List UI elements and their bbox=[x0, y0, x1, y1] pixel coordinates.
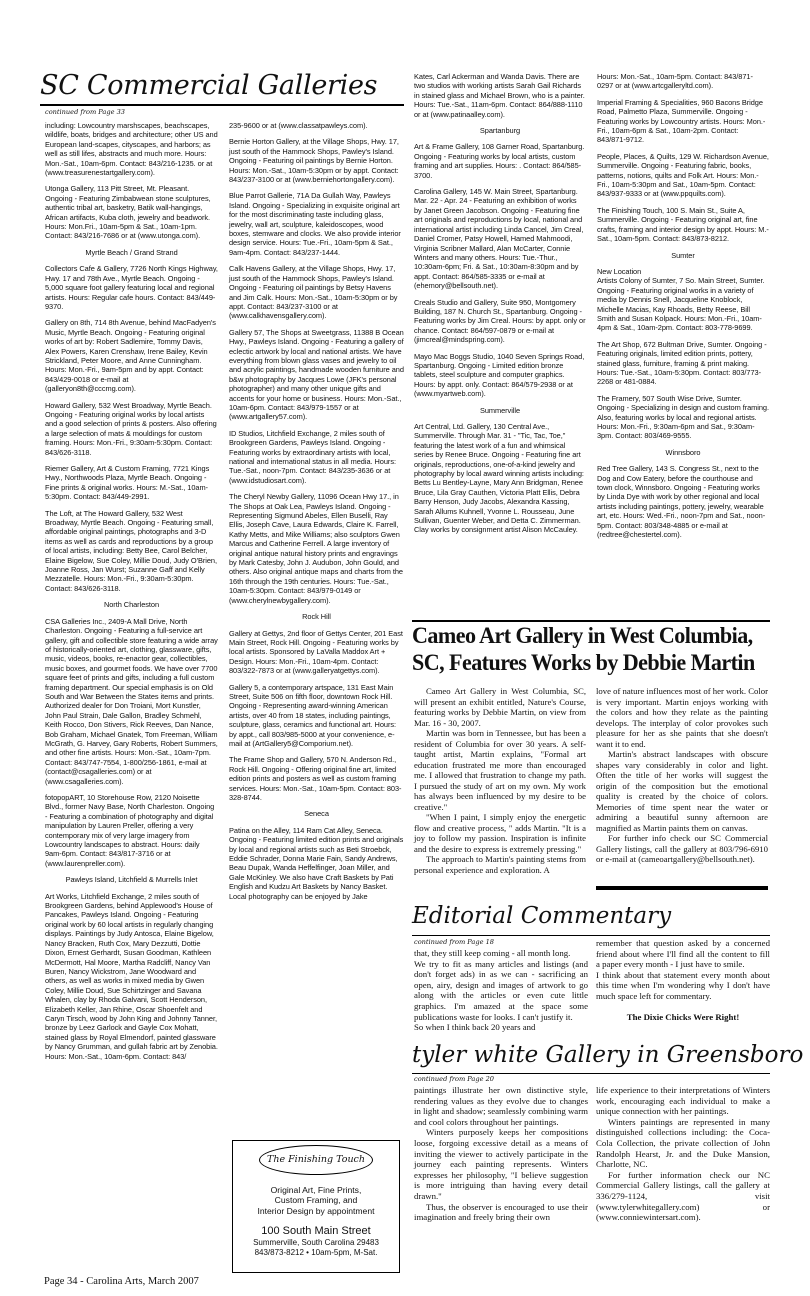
region-heading: Rock Hill bbox=[302, 612, 331, 622]
tyler-continued-note: continued from Page 20 bbox=[414, 1075, 494, 1083]
paragraph: Winters paintings are represented in many distinguished collections including: the Coca-Cola Collection, the private collection of John Randolph Hearst, Jr. and the Duke Mansion, Charlotte, NC. bbox=[596, 1116, 770, 1170]
region-heading: Summerville bbox=[479, 405, 521, 415]
paragraph: life experience to their interpretations of Winters work, encouraging each individual to make a unique connection with her paintings. bbox=[596, 1085, 770, 1117]
listing: Collectors Cafe & Gallery, 7726 North Kings Highway, Hwy. 17 and 78th Ave., Myrtle Beach. Ongoing - 5,000 square foot gallery featuring local and regional artists. Hours: Regular cafe hours. Contact: 843/449-9370. bbox=[45, 264, 218, 311]
paragraph: Cameo Art Gallery in West Columbia, SC, will present an exhibit entitled, Nature's Course, featuring works by Debbie Martin, on view from Mar. 16 - 30, 2007. bbox=[414, 686, 586, 728]
listing: Gallery 5, a contemporary artspace, 131 East Main Street, Suite 506 on fifth floor, downtown Rock Hill. Ongoing - Representing award-winning American artists, over 40 from 18 states, including paintings, sculpture, glass, ceramics and functional art. Hours: by appt., call 803/985-5000 at your convenience, e-mail at (ArtGallery5@Comporium.net). bbox=[229, 682, 396, 748]
listing: Riemer Gallery, Art & Custom Framing, 7721 Kings Hwy., Northwoods Plaza, Myrtle Beach. Ongoing - Fine prints & original works. Hours: M.-Sat., 10am-5:30pm. Contact: 843/449-2991. bbox=[45, 464, 210, 502]
listing: Patina on the Alley, 114 Ram Cat Alley, Seneca. Ongoing - Featuring limited edition prints and originals by local and regional artists such as Beti Stroebck, Eddie Schrader, Donna Marie Fain, Sandy Andrews, Beau Dupak, Wanda Heffelfinger, Joan Miller, and Gale McKinley. We also have Craft Baskets by Pati English and Kudzu Art Baskets by Nancy Basket. Local photography can be enjoyed by Jake bbox=[229, 825, 404, 901]
editorial-column-2 bbox=[596, 938, 770, 1022]
listing: The Loft, at The Howard Gallery, 532 West Broadway, Myrtle Beach. Ongoing - Featuring small, affordable original paintings, photographs and 3-D items as well as cards and reproductions by a group of local artists, including: Betty Bee, Carol Belcher, Elaine Bigelow, Sue Coley, Millie Doud, Judy O'Brien, Joanne Ross, Jan Wurst; Suzanne Gaff and Kelly Mezzatelle. Hours: Mon.-Fri., 9:30am-5:30pm. Contact: 843/626-3118. bbox=[45, 508, 217, 593]
region-heading: Myrtle Beach / Grand Strand bbox=[85, 247, 178, 257]
editorial-continued-note: continued from Page 18 bbox=[414, 938, 494, 946]
editorial-title: Editorial Commentary bbox=[412, 903, 672, 929]
paragraph: Martin's abstract landscapes with obscure shapes vary considerably in color and light. Often the title of her works will suggest the origin of the composition but the emotional quality is created by the choice of colors. Memories of time spent near the water or admiring a beautiful sunny afternoon are magnified as Martin paints them on canvas. bbox=[596, 749, 768, 833]
paragraph: For further information check our NC Commercial Gallery listings, call the gallery at 336/279-1124, visit (www.tylerwhitegallery.com) or (www.conniewintersart.com). bbox=[596, 1169, 770, 1223]
listing: New Location Artists Colony of Sumter, 7 So. Main Street, Sumter. Ongoing - Featuring original works in a variety of media by Dennis Snell, Jacqueline Knoblock, Michelle Macias, Kay Rhoads, Betty Reese, Bill Smith and Susan Kolpack. Hours: Mon.-Fri., 10am-4pm & Sat., 10am-2pm. Contact: 803-778-9699. bbox=[597, 266, 765, 333]
listings-column-1 bbox=[45, 121, 218, 1068]
listing: Calk Havens Gallery, at the Village Shops, Hwy. 17, just south of the Hammock Shops, Pawley's Island. Ongoing - Featuring oil paintings by Betsy Havens and Jim Calk. Hours: Mon.-Sat., 10am-5:30pm or by appt. Contact: 843/237-3100 or at (www.calkhavensgallery.com). bbox=[229, 264, 398, 321]
paragraph: Winters purposely keeps her compositions loose, forgoing excessive detail as a means of inviting the viewer to actively participate in the journey each painting represents. Winters expresses her philosophy, "I believe suggestion is more intriguing than having every detail drawn." bbox=[414, 1127, 588, 1201]
listing: Bernie Horton Gallery, at the Village Shops, Hwy. 17, just south of the Hammock Shops, Pawley's Island. Ongoing - Featuring oil paintings by Bernie Horton. Hours: Mon.-Sat., 10am-5:30pm or by appt. Contact: 843/237-3100 or at (www.berniehortongallery.com). bbox=[229, 137, 399, 185]
cameo-headline-line-1: Cameo Art Gallery in West Columbia, bbox=[412, 623, 753, 649]
cameo-column-2 bbox=[596, 686, 768, 865]
editorial-underline bbox=[412, 935, 770, 936]
listing: The Cheryl Newby Gallery, 11096 Ocean Hwy 17., in The Shops at Oak Lea, Pawleys Island. Ongoing - Representing Sigmund Abeles, Ellen Buselli, Ray Ellis, Joseph Cave, Laura Edwards, Claire K. Farrell, Kathy Metts, and Mike Williams; also sculptors Gwen Marcus and Catherine Ferrell. A large inventory of original antique natural history prints and engravings by Mark Catesby, John J. Audubon, John Gould, and others. Also original antique maps and charts from the 16th through the 19th centuries. Hours: Tue.-Sat., 10am-5:30pm. Contact: 843/979-0149 or (www.cherylnewbygallery.com). bbox=[229, 492, 403, 605]
listing: The Frame Shop and Gallery, 570 N. Anderson Rd., Rock Hill. Ongoing - Offering original fine art, limited edition prints and posters as well as custom framing services. Hours: Mon.-Sat., 10am-5pm. Contact: 803-328-8744. bbox=[229, 755, 402, 802]
listing: The Finishing Touch, 100 S. Main St., Suite A, Summerville. Ongoing - Featuring original art, fine crafts, framing and interior design by appt. Hours: M.-Sat., 10am-5pm. Contact: 843/873-8212. bbox=[597, 205, 769, 244]
region-heading: Pawleys Island, Litchfield & Murrells Inlet bbox=[65, 875, 198, 885]
listing: Utonga Gallery, 113 Pitt Street, Mt. Pleasant. Ongoing - Featuring Zimbabwean stone sculptures, authentic tribal art, basketry, Batik wall-hangings, African artifacts, Kuba cloth, jewelry and beadwork. Hours: Mon.Fri., 10am-5pm & Sat., 10am-1pm. Contact: 843/216-7686 or at (www.utonga.com). bbox=[45, 184, 211, 241]
listing: 235-9600 or at (www.classatpawleys.com). bbox=[229, 121, 368, 130]
paragraph: love of nature influences most of her work. Color is very important. Martin enjoys working with the colors and how they relate as the painting develops. The interplay of color provokes such pleasure for her as she paints that she doesn't want it to end. bbox=[596, 686, 769, 749]
tyler-title: tyler white Gallery in Greensboro bbox=[412, 1042, 804, 1068]
listing: Gallery on 8th, 714 8th Avenue, behind MacFadyen's Music, Myrtle Beach. Ongoing - Featuring original works of art by: Robert Sadlemire, Tommy Davis, Alex Powers, Karen Crenshaw, Irene Bailey, Kevin Strickland, Peter Moore, and Anne Cunningham. Hours: Mon.-Fri., 9am-5pm and by appt. Contact: 843/429-0018 or e-mail at (galleryon8th@cccmg.com). bbox=[45, 318, 216, 394]
cameo-top-rule bbox=[412, 620, 770, 622]
section-title: SC Commercial Galleries bbox=[40, 70, 378, 101]
listing: The Framery, 507 South Wise Drive, Sumter. Ongoing - Specializing in design and custom framing. Also, featuring works by local and regional artists. Hours: Mon.-Fri., 9:30am-6pm and Sat., 9:30am-3pm. Contact: 803/469-9555. bbox=[597, 393, 769, 441]
region-heading: Seneca bbox=[304, 809, 329, 819]
paragraph: remember that question asked by a concerned friend about where I'll find all the content to fill a paper every month - I just have to smile. I think about that statement every month about this time when I'm wondering why I don't have much space left for commentary. bbox=[596, 938, 770, 1001]
listing: Art Works, Litchfield Exchange, 2 miles south of Brookgreen Gardens, behind Applewood's House of Pancakes, Pawleys Island. Ongoing - Featuring original work by 60 local artists in regularly changing displays. Paintings by Judy Antosca, Elaine Bigelow, Nancy Bracken, Ruth Cox, Mary Dezzutti, Dottie Dixon, Ernest Gerhardt, Susan Goodman, Kathleen McDermott, Hal Moore, Martha Radcliff, Nancy Van Buren, Nancy Wickstrom, Jane Woodward and others, as well as works in mixed media by Gwen Coley, Millie Doud, Sue Schirtzinger and Savana Whalen, clay by Rhoda Galvani, Scott Henderson, Elizabeth Keller, Jan Rhine, Oscar Shoenfelt and Caryn Tirsch, wood by John King and Johnny Tanner, bronze by Leez Garlock and Gayle Cox Mohatt, stained glass by Royal Elmendorf, painted glassware by Nancy Grumman, and gullah fabric art by Zenobia. Hours: Mon.-Sat., 10am-6pm. Contact: 843/ bbox=[45, 891, 218, 1061]
region-heading: Spartanburg bbox=[479, 126, 521, 136]
listing: Art & Frame Gallery, 108 Garner Road, Spartanburg. Ongoing - Featuring works by local artists, custom framing and art supplies. Hours: . Contact: 864/585-3700. bbox=[414, 142, 585, 180]
ad-logo: The Finishing Touch bbox=[259, 1145, 373, 1175]
continued-note: continued from Page 33 bbox=[45, 108, 125, 116]
ad-address: 100 South Main Street bbox=[261, 1225, 371, 1238]
ad-city: Summerville, South Carolina 29483 bbox=[253, 1238, 379, 1248]
ad-line-3: Interior Design by appointment bbox=[257, 1205, 375, 1216]
paragraph: For further info check our SC Commercial Gallery listings, call the gallery at 803/796-6910 or e-mail at (cameoartgallery@bellsouth.net). bbox=[596, 833, 768, 864]
listing: Creals Studio and Gallery, Suite 950, Montgomery Building, 187 N. Church St., Spartanburg. Ongoing - Featuring works by Jim Creal. Hours: by appt. only or chance. Contact: 864/597-0879 or e-mail at (jimcreal@mindspring.com). bbox=[414, 297, 586, 345]
ad-contact: 843/873-8212 • 10am-5pm, M-Sat. bbox=[254, 1247, 378, 1257]
tyler-column-2 bbox=[596, 1085, 770, 1223]
listing: Mayo Mac Boggs Studio, 1040 Seven Springs Road, Spartanburg. Ongoing - Limited edition bronze tablets, steel sculpture and computer graphics. Hours: by appt. only. Contact: 864/579-2938 or at (www.myartweb.com). bbox=[414, 351, 585, 399]
paragraph: paintings illustrate her own distinctive style, rendering values as they evolve due to changes in light and shadow; seamlessly combining warm and cool colors throughout her paintings. bbox=[414, 1085, 588, 1127]
region-heading: Winnsboro bbox=[665, 447, 701, 457]
cameo-headline-line-2: SC, Features Works by Debbie Martin bbox=[412, 650, 755, 676]
listing: The Art Shop, 672 Bultman Drive, Sumter. Ongoing - Featuring originals, limited edition prints, pottery, stained glass, furniture, framing & print making. Hours: Tue.-Sat., 10am-5:30pm. Contact: 803/773-2268 or 481-0884. bbox=[597, 339, 767, 387]
listing: Gallery at Gettys, 2nd floor of Gettys Center, 201 East Main Street, Rock Hill. Ongoing - Featuring works by local artists. Sponsored by LaValla Maddox Art + Design. Hours: Mon.-Fri., 10am-4pm. Contact: 803/322-7873 or at (www.galleryatgettys.com). bbox=[229, 628, 403, 676]
paragraph: "When I paint, I simply enjoy the energetic flow and creative process, " adds Martin. "It is a joy to follow my passion. Inspiration is infinite and the desire to express is extremely pressing." bbox=[414, 812, 586, 854]
cameo-column-1 bbox=[414, 686, 586, 875]
paragraph: Martin was born in Tennessee, but has been a resident of Columbia for over 30 years. A self-taught artist, Martin explains, "Formal art education frustrated me more than encouraged me. I allowed that frustration to change my path. I pursued the study of art on my own. My work has always been influenced by my desire to be creative." bbox=[414, 728, 586, 812]
cameo-headline bbox=[412, 623, 755, 677]
listing: ID Studios, Litchfield Exchange, 2 miles south of Brookgreen Gardens, Pawleys Island. Ongoing - Featuring works by extraordinary artists with local, national and international status in all media. Hours: Tue.-Sat., noon-7pm. Contact: 843/235-3636 or at (www.idstudiosart.com). bbox=[229, 428, 396, 485]
listing: Red Tree Gallery, 143 S. Congress St., next to the Dog and Cow Eatery, before the courthouse and town clock, Winnsboro. Ongoing - Featuring works by Linda Dye with work by other regional and local artists including paintings, pottery, jewelry, wearable art, etc. Hours: Wed.-Fri., noon-7pm and Sat., noon-5pm. Contact: 803/348-4885 or e-mail at (redtree@chestertel.com). bbox=[597, 464, 766, 540]
ad-line-1: Original Art, Fine Prints, bbox=[270, 1185, 362, 1195]
tyler-column-1 bbox=[414, 1085, 588, 1223]
editorial-signoff: The Dixie Chicks Were Right! bbox=[626, 1011, 740, 1022]
cameo-end-rule bbox=[596, 886, 768, 890]
listing: Hours: Mon.-Sat., 10am-5pm. Contact: 843/871-0297 or at (www.artcgalleryltd.com). bbox=[597, 72, 753, 91]
listing: Blue Parrot Gallerie, 71A Da Gullah Way, Pawleys Island. Ongoing - Specializing in exquisite original art for the most discriminating taste including glass, jewelry, wall art, sculpture, kaleidoscopes, wood boxes, stemware and clocks. We also provide interior design service. Hours: Tue.-Fri., 10am-5pm & Sat., 9am-4pm. Contact: 843/237-1444. bbox=[229, 191, 401, 257]
ad-line-2: Custom Framing, and bbox=[274, 1195, 358, 1206]
listings-column-2 bbox=[229, 121, 404, 908]
listing: Howard Gallery, 532 West Broadway, Myrtle Beach. Ongoing - Featuring original works by local artists and a good selection of prints & posters. Also offering a large selection of mats & mouldings for custom framing. Hours: Mon.-Fri., 9:30am-5:30pm. Contact: 843/626-3118. bbox=[45, 400, 217, 457]
editorial-column-1: that, they still keep coming - all month long. We try to fit as many articles and listings (and don't forget ads) in as we can - sacrificing an open, airy, design and images of artwork to go along with the articles or even cute little graphics. I'm amazed at the space some publications waste for looks. I can't justify it. So when I think back 20 years and bbox=[414, 948, 588, 1033]
listing: fotopopART, 10 Storehouse Row, 2120 Noisette Blvd., former Navy Base, North Charleston. Ongoing - Featuring a combination of photography and digital manipulation by Lauren Preller, offering a very contemporary mix of very large imagery from Lowcountry landscapes to abstract. Hours: daily 9am-6pm. Contact: 843/817-3716 or at (www.laurenpreller.com). bbox=[45, 793, 215, 868]
listing: Carolina Gallery, 145 W. Main Street, Spartanburg. Mar. 22 - Apr. 24 - Featuring an exhibition of works by Janet Green Jacobson. Ongoing - Featuring fine art originals and reproductions by local, national and international artist including Linda Cancel, Jim Creal, Daniel Cromer, Patsy Howell, Hamed Mahmoodi, Virginia Scribner Mallard, Alan McCarter, Connie Winters and many others. Hours: Tue.-Thur., 10:30am-6pm; Fri. & Sat., 10:30am-8:30pm and by appt. Contact: 864/585-3335 or e-mail at (ehemory@bellsouth.net). bbox=[414, 187, 584, 291]
listing: Imperial Framing & Specialities, 960 Bacons Bridge Road, Palmetto Plaza, Summerville. Ongoing - Featuring works by Lowcountry artists. Hours: Mon.-Fri., 10am-6pm & Sat., 10am-2pm. Contact: 843/871-9712. bbox=[597, 97, 766, 145]
region-heading: Sumter bbox=[671, 250, 695, 260]
page-footer: Page 34 - Carolina Arts, March 2007 bbox=[44, 1276, 199, 1287]
region-heading: North Charleston bbox=[103, 600, 160, 610]
listings-column-4 bbox=[597, 72, 769, 546]
listing: CSA Galleries Inc., 2409-A Mall Drive, North Charleston. Ongoing - Featuring a full-service art gallery, gift and collectible store featuring a wide array of historically-oriented art, clothing, glassware, gifts, music, videos, books, re-enactor gear, collectibles, music boxes, and gourmet foods. We have over 7700 square feet of prints and gifts, including a full custom framing department. Our special emphasis is on Old South and War Between the States items and prints. Authorized dealer for Don Troiani, Mort Kunstler, John Paul Strain, Dale Gallon, Bradley Schmehl, Keith Rocco, Don Stivers, Rick Reeves, Dan Nance, Bob Graham, Michael Gnatek, Tom Freeman, William McGrath, G. Harvey, Gary Roberts, Robert Summers, and other fine artists. Hours: Mon.-Sat., 10am-7pm. Contact: 843/747-7554, 1-800/256-1861, e-mail at (contact@csagalleries.com) or at (www.csagalleries.com). bbox=[45, 616, 218, 786]
listing: including: Lowcountry marshscapes, beachscapes, wildlife, boats, bridges and architecture; other US and European land-scapes, cityscapes, and harbors; as well as still lifes, abstracts and much more. Hours: Mon.-Sat., 10am-6pm. Contact: 843/216-1235. or at (www.treasurenestartgallery.com). bbox=[45, 121, 218, 178]
finishing-touch-ad bbox=[232, 1140, 400, 1273]
listing: People, Places, & Quilts, 129 W. Richardson Avenue, Summerville. Ongoing - Featuring fabric, books, patterns, notions, quilts and Folk Art. Hours: Mon.-Fri., 10am-5:30pm and Sat., 10am-5pm. Contact: 843/937-9333 or at (www.ppquilts.com). bbox=[597, 151, 769, 199]
listings-column-3 bbox=[414, 72, 586, 542]
listing: Gallery 57, The Shops at Sweetgrass, 11388 B Ocean Hwy., Pawleys Island. Ongoing - Featuring a gallery of eclectic artwork by local and national artists. We have everything from blown glass vases and jewelry to oil and acrylic paintings, handmade wooden furniture and b&w photography by Jacques Lowe (JFK's personal photographer) and many other unique gifts and accents for your home or business. Hours: Mon.-Sat., 10am-6pm. Contact: 843/979-1557 or at (www.artgallery57.com). bbox=[229, 327, 404, 422]
paragraph: Thus, the observer is encouraged to use their imagination and freely bring their own bbox=[414, 1201, 588, 1223]
listing: Kates, Carl Ackerman and Wanda Davis. There are two studios with working artists Sarah Gail Richards in stained glass and Michael Brown, who is a painter. Hours: Tue.-Sat., 11am-6pm. Contact: 864/888-1110 or at (www.patinaalley.com). bbox=[414, 72, 585, 119]
paragraph: The approach to Martin's painting stems from personal experience and exploration. A bbox=[414, 854, 586, 875]
title-underline bbox=[40, 104, 404, 106]
listing: Art Central, Ltd. Gallery, 130 Central Ave., Summerville. Through Mar. 31 - "Tic, Tac, Toe," featuring the latest work of a fun and whimsical series by Renee Bruce. Ongoing - Featuring fine art originals, reproductions, one-of-a-kind jewelry and photography by local award winning artists including: Betts Lu Bentley-Layne, Mary Ann Bridgman, Renee Bruce, Lila Gray Cauthen, Victoria Platt Ellis, Debra Barry Henson, Judy Jacobs, Alexandra Kassing, Sarah Allums Kuhnell, Yvonne L. Rousseau, June Sullivan, Guenter Weber, and Detta C. Zimmerman. Clay works by consignment artist Alison McCauley. bbox=[414, 422, 584, 535]
